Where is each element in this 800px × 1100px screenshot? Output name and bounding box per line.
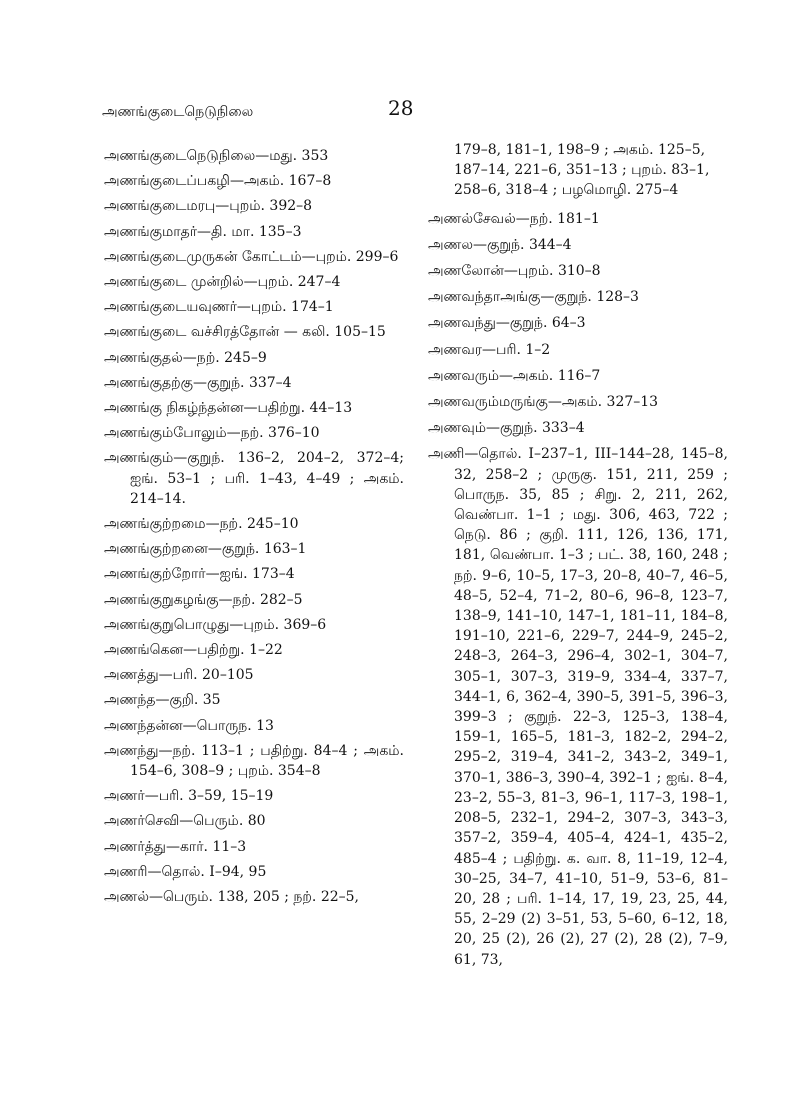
index-entry: அணந்த—குறி. 35 [104,692,221,709]
index-entry: அணங்குறுகழங்கு—நற். 282–5 [104,591,303,608]
index-entry: அணல்—பெரும். 138, 205 ; நற். 22–5, [104,889,359,906]
index-entry: அணங்கு நிகழ்ந்தன்ன—பதிற்று. 44–13 [104,400,353,417]
index-entry: அணங்குமாதர்—தி. மா. 135–3 [104,223,302,240]
index-entry: அணல—குறுந். 344–4 [428,236,572,253]
index-entry: அணர்செவி—பெரும். 80 [104,813,266,830]
index-entry: அணங்குதற்கு—குறுந். 337–4 [104,374,292,391]
index-entry: அணவும்—குறுந். 333–4 [428,420,585,437]
index-entry: அணவந்து—குறுந். 64–3 [428,315,586,332]
index-entry: அணங்குடைப்பகழி—அகம். 167–8 [104,173,332,190]
index-entry: அணங்குடைநெடுநிலை—மது. 353 [104,148,329,164]
index-entry: அணத்து—பரி. 20–105 [104,667,254,684]
index-entry-continuation: 179–8, 181–1, 198–9 ; அகம். 125–5, 187–14, 221–6, 351–13 ; புறம். 83–1, 258–6, 318–4 ; பழமொழி. 275–4 [454,142,710,199]
index-entry: அணவந்தாஅங்கு—குறுந். 128–3 [428,289,639,306]
index-entry: அணவரும்—அகம். 116–7 [428,367,601,384]
index-entry: அணங்குடைமுருகன் கோட்டம்—புறம். 299–6 [104,248,399,265]
index-entry: அணரி—தொல். I–94, 95 [104,863,267,880]
index-entry: அணங்குடை முன்றில்—புறம். 247–4 [104,274,341,291]
running-header: அணங்குடைநெடுநிலை [102,104,254,120]
index-entry: அணி—தொல். I–237–1, III–144–28, 145–8, 32, 258–2 ; முருகு. 151, 211, 259 ; பொருந. 35, 85 ; சிறு. 2, 211, 262, வெண்பா. 1–1 ; மது. 306, 463, 722 ; நெடு. 86 ; குறி. 111, 126, 136, 171, 181, வெண்பா. 1–3 ; பட். 38, 160, 248 ; நற். 9–6, 10–5, 17–3, 20–8, 40–7, 46–5, 48–5, 52–4, 71–2, 80–6, 96–8, 123–7, 138–9, 141–10, 147–1, 181–11, 184–8, 191–10, 221–6, 229–7, 244–9, 245–2, 248–3, 264–3, 296–4, 302–1, 304–7, 305–1, 307–3, 319–9, 334–4, 337–7, 344–1, 6, 362–4, 390–5, 391–5, 396–3, 399–3 ; குறுந். 22–3, 125–3, 138–4, 159–1, 165–5, 181–3, 182–2, 294–2, 295–2, 319–4, 341–2, 343–2, 349–1, 370–1, 386–3, 390–4, 392–1 ; ஐங். 8–4, 23–2, 55–3, 81–3, 96–1, 117–3, 198–1, 208–5, 232–1, 294–2, 307–3, 343–3, 357–2, 359–4, 405–4, 424–1, 435–2, 485–4 ; பதிற்று. க. வா. 8, 11–19, 12–4, 30–25, 34–7, 41–10, 51–9, 53–6, 81–20, 28 ; பரி. 1–14, 17, 19, 23, 25, 44, 55, 2–29 (2) 3–51, 53, 5–60, 6–12, 18, 20, 25 (2), 26 (2), 27 (2), 28 (2), 7–9, 61, 73, [428,446,728,968]
right-column [428,140,728,976]
index-entry: அணங்குதல்—நற். 245–9 [104,349,267,366]
index-entry: அணவரும்மருங்கு—அகம். 327–13 [428,394,659,411]
index-entry: அணங்குடையவுணர்—புறம். 174–1 [104,299,334,316]
index-entry: அணந்தன்ன—பொருந. 13 [104,717,274,734]
index-entry: அணங்கும்—குறுந். 136–2, 204–2, 372–4; ஐங். 53–1 ; பரி. 1–43, 4–49 ; அகம். 214–14. [104,450,404,507]
index-entry: அணங்குற்றோர்—ஐங். 173–4 [104,566,295,583]
index-entry: அணங்கென—பதிற்று. 1–22 [104,642,283,659]
index-entry: அணர்—பரி. 3–59, 15–19 [104,788,274,805]
index-entry: அணங்குற்றனை—குறுந். 163–1 [104,541,307,558]
index-entry: அணங்கும்போலும்—நற். 376–10 [104,425,320,442]
index-entry: அணந்து—நற். 113–1 ; பதிற்று. 84–4 ; அகம். 154–6, 308–9 ; புறம். 354–8 [104,742,404,780]
index-entry: அணங்குடைமரபு—புறம். 392–8 [104,198,313,215]
index-entry: அணர்த்து—கார். 11–3 [104,838,247,855]
left-column [104,146,404,912]
index-entry: அணங்குற்றமை—நற். 245–10 [104,516,299,533]
index-entry: அணங்குறுபொழுது—புறம். 369–6 [104,616,327,633]
index-entry: அணவர—பரி. 1–2 [428,341,551,358]
index-entry: அணல்சேவல்—நற். 181–1 [428,210,600,227]
index-entry: அணலோன்—புறம். 310–8 [428,263,601,280]
page-number: 28 [388,96,414,120]
index-entry: அணங்குடை வச்சிரத்தோன் — கலி. 105–15 [104,324,386,341]
